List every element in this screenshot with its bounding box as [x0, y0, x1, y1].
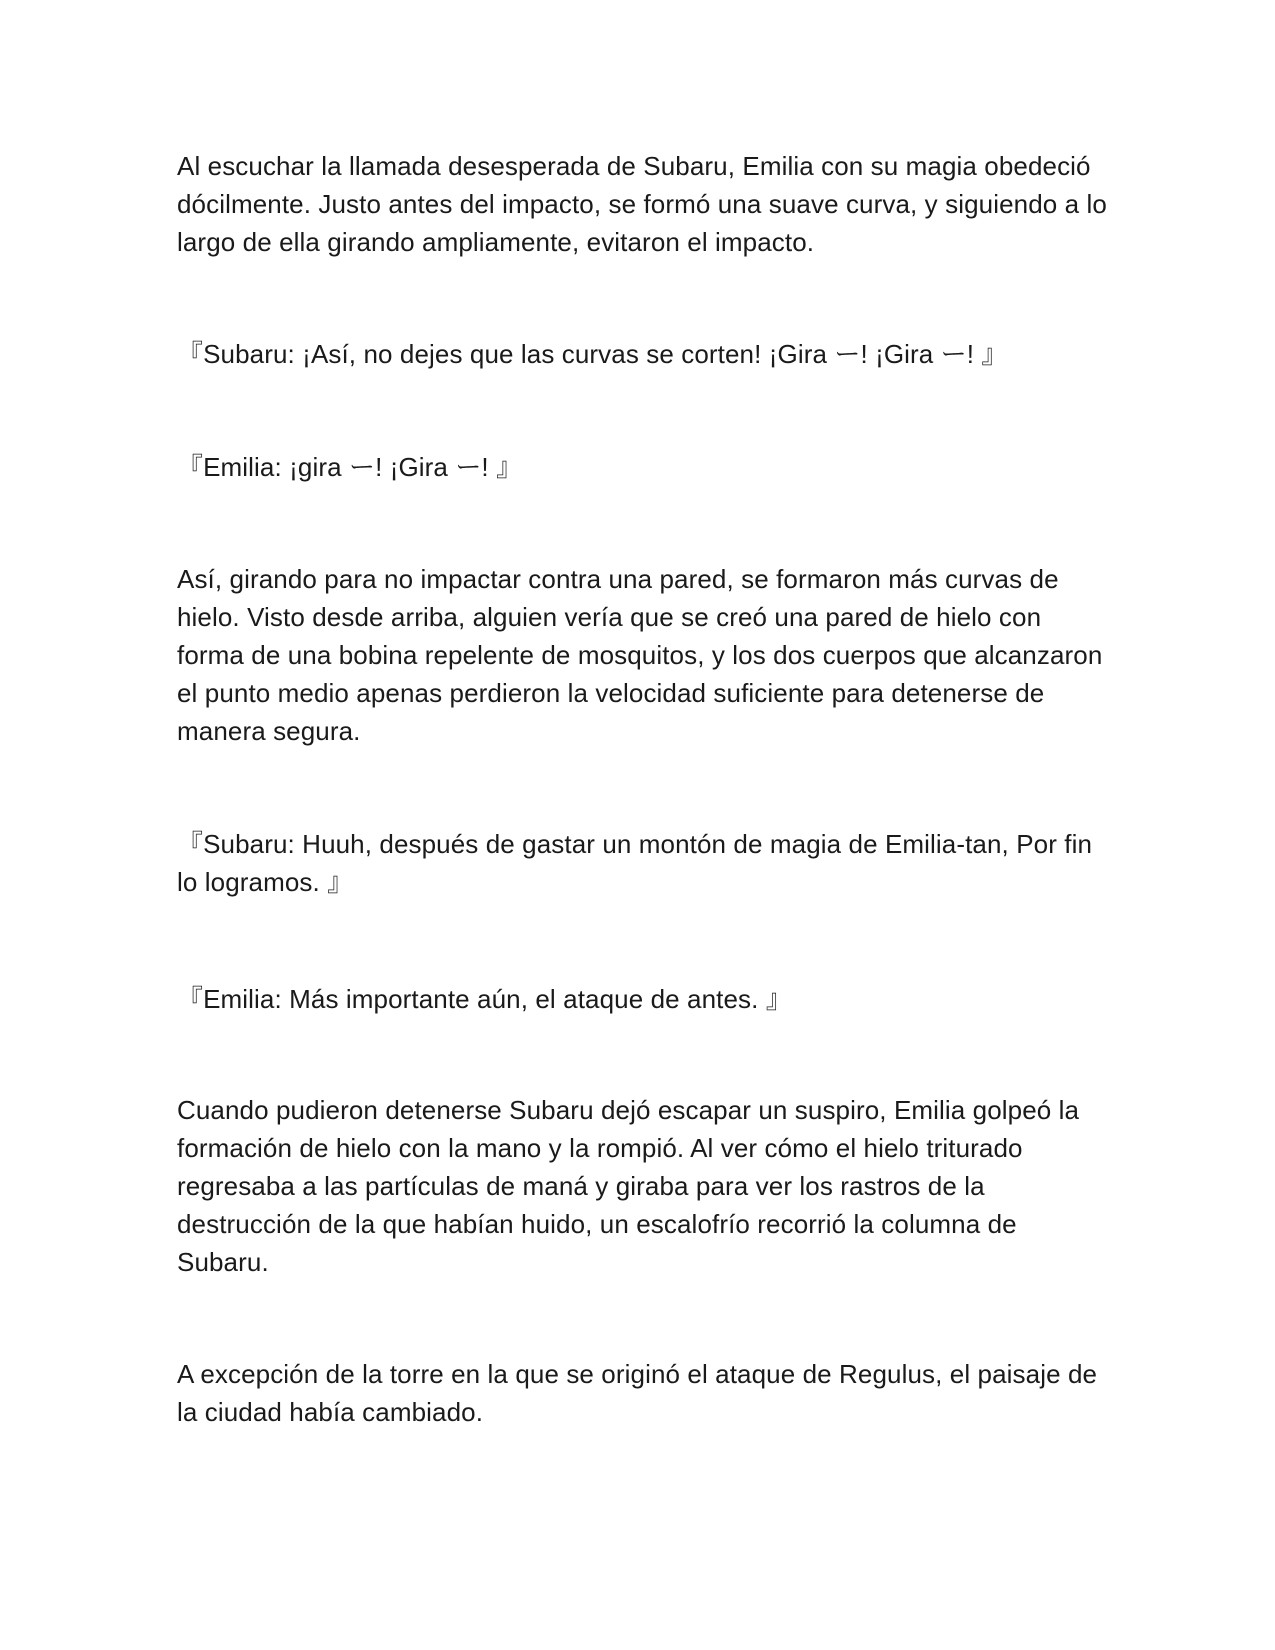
narration-paragraph: Así, girando para no impactar contra una pared, se formaron más curvas de hielo. Visto desde arriba, alguien vería que se creó una pared de hielo con forma de una bobina repelente de mosquitos, y los dos cuerpos que alcanzaron el punto medio apenas perdieron la velocidad suficiente para detenerse de manera segura. [177, 564, 1110, 746]
narration-paragraph: Al escuchar la llamada desesperada de Subaru, Emilia con su magia obedeció dócilmente. Justo antes del impacto, se formó una suave curva, y siguiendo a lo largo de ella girando ampliamente, evitaron el impacto. [177, 151, 1115, 257]
dialogue-line-subaru: 『Subaru: ¡Así, no dejes que las curvas se corten! ¡Gira ー! ¡Gira ー! 』 [177, 339, 1008, 369]
dialogue-line-emilia: 『Emilia: ¡gira ー! ¡Gira ー! 』 [177, 452, 523, 482]
narration-paragraph: A excepción de la torre en la que se originó el ataque de Regulus, el paisaje de la ciudad había cambiado. [177, 1359, 1105, 1427]
dialogue-line-subaru: 『Subaru: Huuh, después de gastar un montón de magia de Emilia-tan, Por fin lo logramos. 』 [177, 829, 1100, 897]
dialogue-line-emilia: 『Emilia: Más importante aún, el ataque de antes. 』 [177, 984, 792, 1014]
narration-paragraph: Cuando pudieron detenerse Subaru dejó escapar un suspiro, Emilia golpeó la formación de hielo con la mano y la rompió. Al ver cómo el hielo triturado regresaba a las partículas de maná y giraba para ver los rastros de la destrucción de la que habían huido, un escalofrío recorrió la columna de Subaru. [177, 1095, 1087, 1277]
